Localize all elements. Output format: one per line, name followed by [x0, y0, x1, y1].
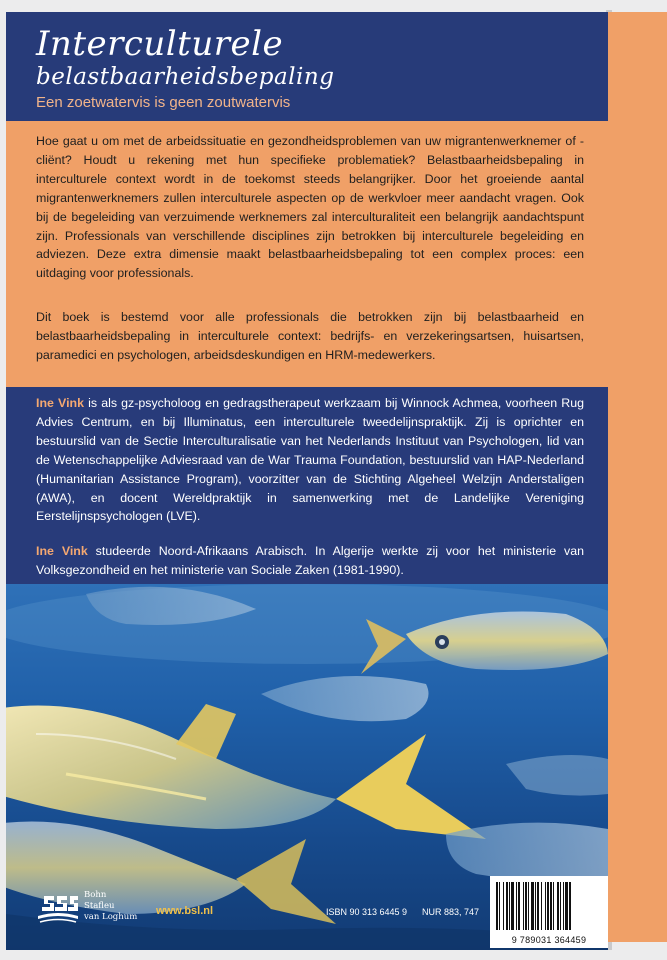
barcode-bar: [537, 882, 539, 930]
nur-text: NUR 883, 747: [422, 907, 480, 917]
author-name-2: Ine Vink: [36, 544, 88, 558]
barcode-bar: [499, 882, 500, 930]
isbn-text: ISBN 90 313 6445 9: [326, 907, 408, 917]
publisher-name: [84, 890, 137, 923]
barcode-bar: [553, 882, 554, 930]
publisher-line-3: van Loghum: [84, 912, 138, 922]
barcode-bar: [506, 882, 508, 930]
description-paragraph-2: Dit boek is bestemd voor alle professionals die betrokken zijn bij belastbaarheid en belastbaarheidsbepaling in interculturele context: bedrijfs- en verzekeringsartsen, huisartsen, paramedici en psychologen, arbeidsdeskundigen en HRM-medewerkers.: [36, 310, 584, 362]
barcode-bar: [531, 882, 534, 930]
barcode-bar: [569, 882, 571, 930]
barcode-bar: [518, 882, 520, 930]
barcode-bar: [516, 882, 517, 930]
barcode-bar: [545, 882, 546, 930]
author-bio-paragraph-2: [36, 542, 584, 580]
publisher-line-2: Stafleu: [84, 901, 115, 911]
author-name: Ine Vink: [36, 396, 84, 410]
book-title-line-2: belastbaarheidsbepaling: [36, 64, 335, 90]
barcode-bar: [547, 882, 549, 930]
cover-panel: [6, 12, 608, 950]
barcode-bar: [528, 882, 529, 930]
barcode-bar: [565, 882, 568, 930]
barcode-bar: [503, 882, 504, 930]
barcode-icon: [494, 882, 604, 930]
barcode-bar: [496, 882, 498, 930]
author-bio-paragraph-1: [36, 394, 584, 526]
barcode-bar: [563, 882, 564, 930]
title-banner: [6, 12, 608, 121]
publisher-logo-icon: [36, 892, 80, 926]
barcode-bar: [525, 882, 527, 930]
barcode-bar: [550, 882, 552, 930]
barcode-number: 9 789031 364459: [511, 935, 587, 945]
barcode-bar: [509, 882, 510, 930]
barcode-bar: [523, 882, 524, 930]
publisher-website-link[interactable]: www.bsl.nl: [156, 905, 214, 917]
book-spine: [608, 12, 667, 942]
author-bio-text-2: studeerde Noord-Afrikaans Arabisch. In Algerije werkte zij voor het ministerie van Volksgezondheid en het ministerie van Sociale Zaken (1981-1990).: [36, 544, 584, 577]
barcode-box: [490, 876, 608, 948]
barcode-bar: [511, 882, 514, 930]
book-title-line-1: Interculturele: [36, 24, 284, 64]
barcode-bar: [557, 882, 559, 930]
barcode-bar: [535, 882, 536, 930]
publisher-line-1: Bohn: [84, 890, 107, 900]
description-paragraph-1: Hoe gaat u om met de arbeidssituatie en gezondheidsproblemen van uw migrantenwerknemer of -cliënt? Houdt u rekening met hun specifieke problematiek? Belastbaarheidsbepaling in interculturele context wordt in de toekomst steeds belangrijker. Door het groeiende aantal migrantenwerknemers zullen interculturele aspecten op de werkvloer meer aandacht vragen. Ook bij de begeleiding van verzuimende werknemers zal interculturaliteit een belangrijk aandachtspunt zijn. Professionals van verschillende disciplines zijn betrokken bij interculturele begeleiding en adviezen. Deze extra dimensie maakt belastbaarheidsbepaling tot een complex proces: een uitdaging voor professionals.: [36, 134, 584, 281]
author-bio-text-1: is als gz-psycholoog en gedragstherapeut werkzaam bij Winnock Achmea, voorheen Rug Advies Centrum, en bij Illuminatus, een interculturele tweedelijnspraktijk. Zij is oprichter en bestuurslid van de Sectie Interculturalisatie van het Nederlands Instituut van Psychologen, lid van de Wetenschappelijke Adviesraad van de War Trauma Foundation, bestuurslid van HAP-Nederland (Humanitarian Assistance Program), voorzitter van de Stichting Algeheel Welzijn Anderstaligen (AWA), en docent Wereldpraktijk in samenwerking met de Landelijke Vereniging Eerstelijnspsychologen (LVE).: [36, 396, 584, 524]
book-subtitle: Een zoetwatervis is geen zoutwatervis: [36, 94, 291, 111]
barcode-bar: [560, 882, 561, 930]
barcode-bar: [541, 882, 542, 930]
